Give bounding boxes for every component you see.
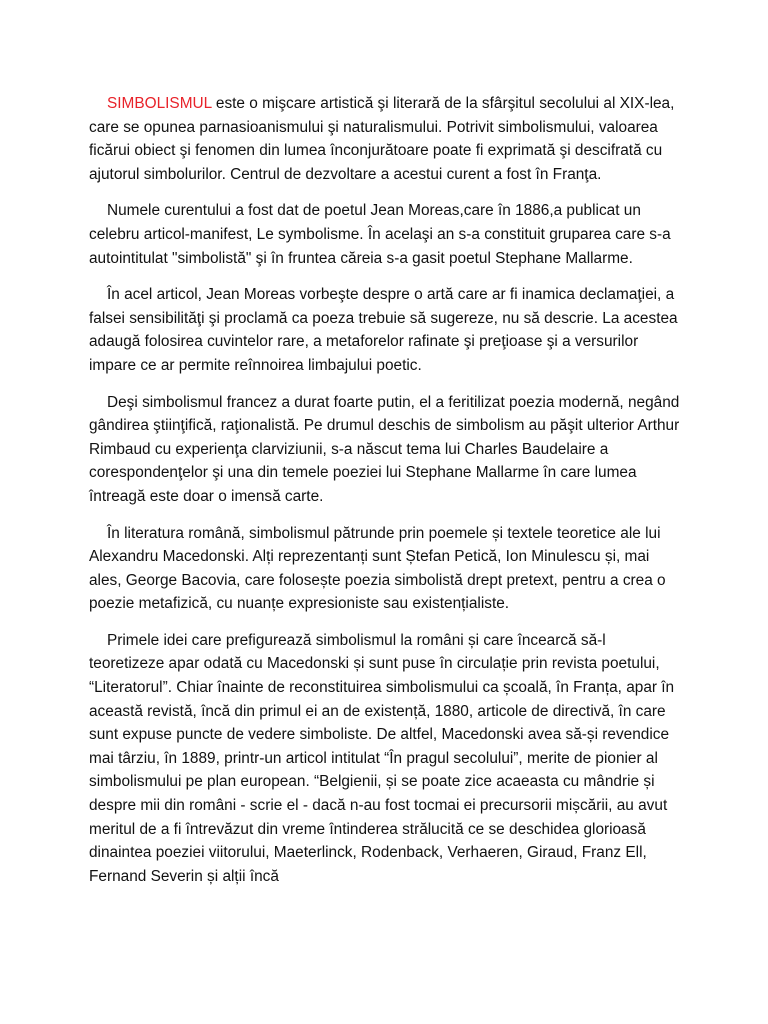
paragraph-2: Numele curentului a fost dat de poetul Jean Moreas,care în 1886,a publicat un celebru articol-manifest, Le symbolisme. În acelaşi an s-a constituit gruparea care s-a autointitulat "simbolistă" şi în fruntea căreia s-a gasit poetul Stephane Mallarme. bbox=[89, 202, 671, 267]
paragraph-5: În literatura română, simbolismul pătrunde prin poemele și textele teoretice ale lui Alexandru Macedonski. Alți reprezentanți sunt Ștefan Petică, Ion Minulescu și, mai ales, George Bacovia, care folosește poezia simbolistă drept pretext, pentru a crea o poezie metafizică, cu nuanțe expresioniste sau existențialiste. bbox=[89, 524, 666, 613]
paragraph-1 bbox=[89, 92, 682, 186]
paragraph-6: Primele idei care prefigurează simbolismul la români și care încearcă să-l teoretizeze apar odată cu Macedonski și sunt puse în circulație prin revista poetului, “Literatorul”. Chiar înainte de reconstituirea simbolismului ca școală, în Franța, apar în această revistă, încă din primul ei an de existență, 1880, articole de directivă, în care sunt expuse puncte de vedere simboliste. De altfel, Macedonski avea să-și revendice mai târziu, în 1889, printr-un articol intitulat “În pragul secolului”, merite de pionier al simbolismului pe plan european. “Belgienii, și se poate zice acaeasta cu mândrie și despre mii din români - scrie el - dacă n-au fost tocmai ei precursorii mișcării, au avut meritul de a fi întrevăzut din vreme întinderea strălucită ce se deschidea glorioasă dinaintea poeziei viitorului, Maeterlinck, Rodenback, Verhaeren, Giraud, Franz Ell, Fernand Severin și alții încă bbox=[89, 631, 675, 885]
lead-word-simbolismul: SIMBOLISMUL bbox=[107, 95, 212, 112]
paragraph-3: În acel articol, Jean Moreas vorbeşte despre o artă care ar fi inamica declamaţiei, a falsei sensibilităţi şi proclamă ca poeza trebuie să sugereze, nu să descrie. La acestea adaugă folosirea cuvintelor rare, a metaforelor rafinate şi preţioase şi a versurilor impare ce ar permite reînnoirea limbajului poetic. bbox=[89, 286, 678, 374]
paragraph-1-text: este o mişcare artistică şi literară de la sfârşitul secolului al XIX-lea, care se opunea parnasioanismului şi naturalismului. Potrivit simbolismului, valoarea ficărui obiect şi fenomen din lumea înconjurătoare poate fi exprimată şi descifrată cu ajutorul simbolurilor. Centrul de dezvoltare a acestui curent a fost în Franţa. bbox=[89, 95, 675, 183]
paragraph-4: Deşi simbolismul francez a durat foarte putin, el a feritilizat poezia modernă, negând gândirea ştiinţifică, raţionalistă. Pe drumul deschis de simbolism au păşit ulterior Arthur Rimbaud cu experienţa clarviziunii, s-a născut tema lui Charles Baudelaire a corespondenţelor şi una din temele poeziei lui Stephane Mallarme în care lumea întreagă este doar o imensă carte. bbox=[89, 393, 680, 505]
